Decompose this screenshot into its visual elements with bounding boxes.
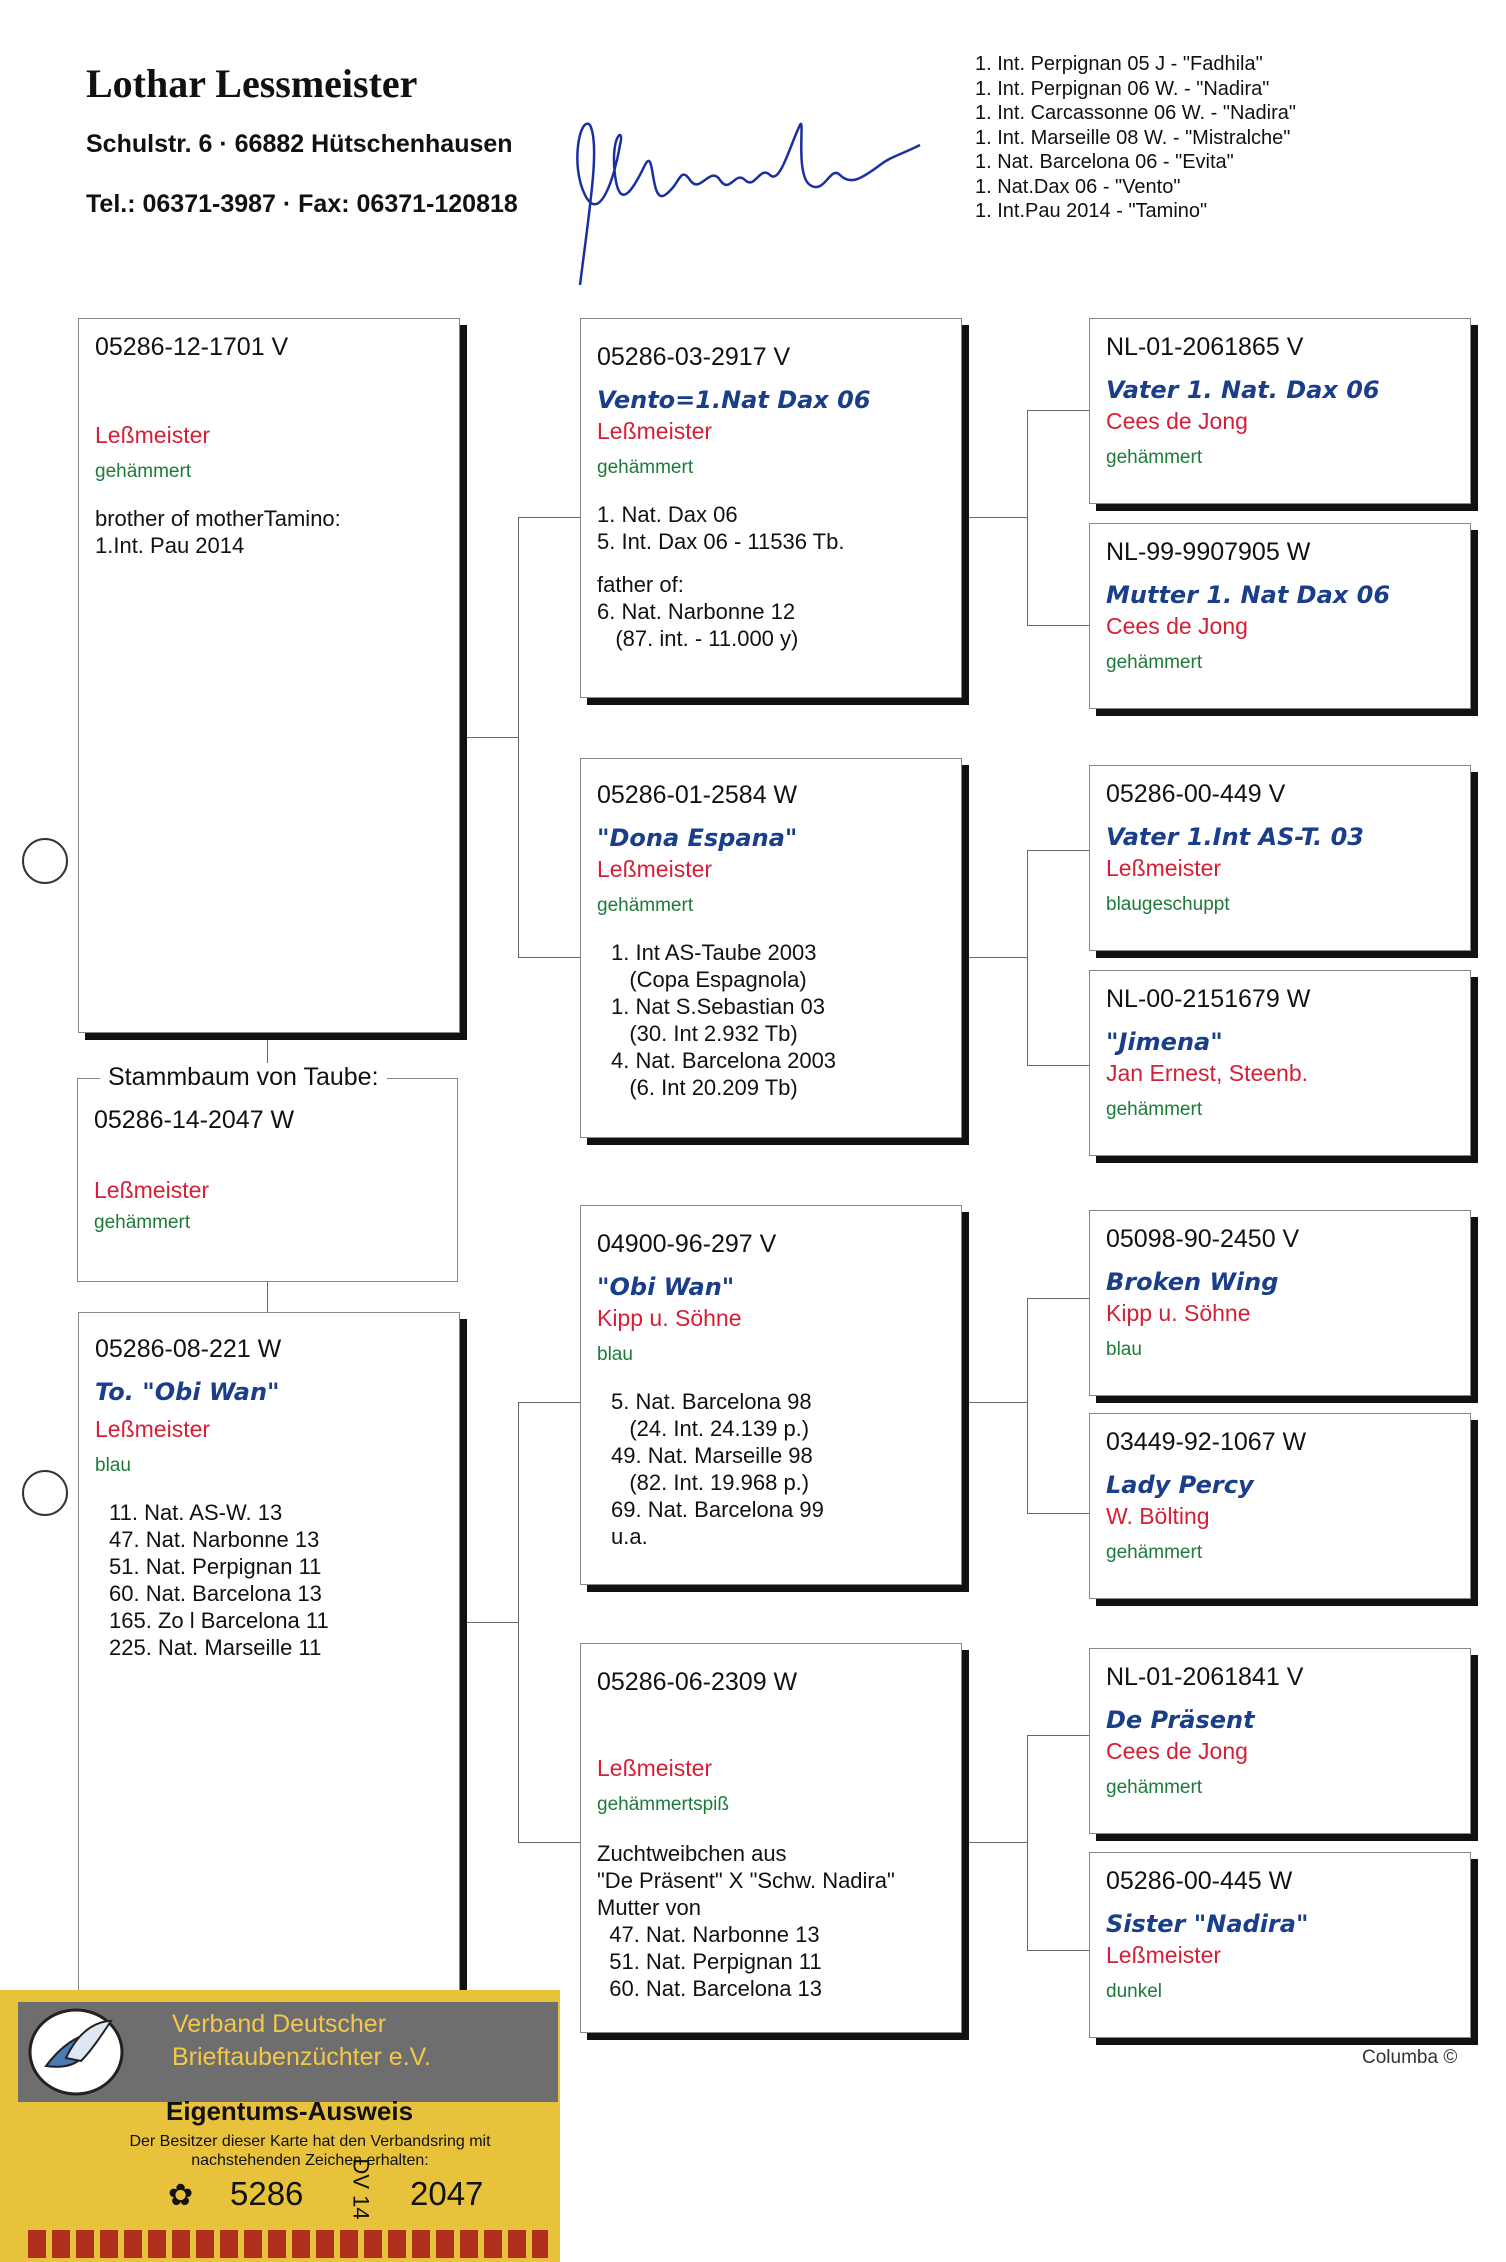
dam-dam-sire-card (1089, 1648, 1471, 1834)
color-label: blau (597, 1344, 633, 1365)
win-item: 1. Int.Pau 2014 - "Tamino" (975, 200, 1208, 222)
color-label: gehämmert (1106, 1099, 1203, 1120)
color-label: blau (1106, 1339, 1142, 1360)
connector (1027, 625, 1089, 626)
win-item: 1. Nat.Dax 06 - "Vento" (975, 175, 1181, 198)
result-line: 5. Int. Dax 06 - 11536 Tb. (597, 529, 845, 554)
connector (962, 517, 1027, 518)
dam-sire-dam-card (1089, 1413, 1471, 1599)
breeder-label: W. Bölting (1106, 1503, 1210, 1529)
result-line: 6. Nat. Narbonne 12 (597, 599, 796, 624)
result-line: 165. Zo l Barcelona 11 (109, 1608, 329, 1633)
result-line: 51. Nat. Perpignan 11 (597, 1949, 822, 1974)
ring-code-3: 2047 (410, 2175, 484, 2212)
sire-sire-card (580, 318, 962, 698)
connector (518, 1842, 580, 1843)
result-line: Mutter von (597, 1895, 701, 1920)
ring-number: NL-00-2151679 W (1106, 985, 1311, 1013)
connector (518, 1402, 519, 1842)
connector (1027, 1513, 1089, 1514)
breeder-label: Leßmeister (597, 418, 713, 444)
sire-dam-card (580, 758, 962, 1138)
sire-dam-sire-card (1089, 765, 1471, 951)
sire-sire-sire-card (1089, 318, 1471, 504)
connector (1027, 1065, 1089, 1066)
decorative-pattern (28, 2230, 548, 2258)
result-line: "De Präsent" X "Schw. Nadira" (597, 1868, 895, 1893)
connector (1027, 1950, 1089, 1951)
ring-number: 05286-08-221 W (95, 1335, 282, 1363)
ring-number: 03449-92-1067 W (1106, 1428, 1307, 1456)
punch-hole (22, 838, 68, 884)
color-label: gehämmert (95, 461, 192, 482)
ownership-title: Eigentums-Ausweis (166, 2096, 414, 2126)
win-item: 1. Nat. Barcelona 06 - "Evita" (975, 151, 1234, 173)
connector (518, 517, 580, 518)
win-item: 1. Int. Perpignan 06 W. - "Nadira" (975, 77, 1270, 100)
ring-number: 05286-03-2917 V (597, 343, 791, 371)
wins-list (975, 52, 1296, 224)
breeder-phone: Tel.: 06371-3987 · Fax: 06371-120818 (86, 190, 518, 218)
connector (518, 1402, 580, 1403)
result-line: 47. Nat. Narbonne 13 (597, 1922, 820, 1947)
result-line: Zuchtweibchen aus (597, 1841, 787, 1866)
connector (1027, 850, 1089, 851)
color-label: gehämmert (1106, 447, 1203, 468)
connector (962, 1402, 1027, 1403)
connector (1027, 1298, 1089, 1299)
color-label: gehämmert (94, 1212, 191, 1233)
result-line: 1. Nat. Dax 06 (597, 502, 738, 527)
result-line: 1. Nat S.Sebastian 03 (611, 994, 826, 1019)
ring-number: 05286-01-2584 W (597, 781, 798, 809)
result-line: 225. Nat. Marseille 11 (109, 1635, 322, 1660)
connector (518, 517, 519, 957)
breeder-label: Cees de Jong (1106, 613, 1248, 639)
breeder-label: Leßmeister (597, 856, 713, 882)
pigeon-name: Vento=1.Nat Dax 06 (597, 386, 871, 414)
organization-name (172, 2008, 431, 2074)
win-item: 1. Int. Marseille 08 W. - "Mistralche" (975, 126, 1291, 149)
breeder-name: Lothar Lessmeister (86, 61, 418, 106)
pigeon-name: "Dona Espana" (597, 824, 798, 852)
results (95, 505, 445, 559)
credit: Columba © (1362, 2047, 1458, 2068)
result-line: 47. Nat. Narbonne 13 (109, 1527, 320, 1552)
result-line: (Copa Espagnola) (611, 967, 807, 992)
result-line: (24. Int. 24.139 p.) (611, 1416, 810, 1441)
color-label: gehämmert (1106, 1542, 1203, 1563)
result-line: 1.Int. Pau 2014 (95, 533, 245, 558)
breeder-address: Schulstr. 6 · 66882 Hütschenhausen (86, 130, 513, 158)
result-line: 5. Nat. Barcelona 98 (611, 1389, 812, 1414)
results (597, 939, 947, 1101)
color-label: blau (95, 1455, 131, 1476)
connector (962, 1842, 1027, 1843)
breeder-label: Leßmeister (95, 1416, 211, 1442)
ring-number: 05286-06-2309 W (597, 1668, 798, 1696)
pigeon-name: Sister "Nadira" (1106, 1910, 1309, 1938)
dove-logo (26, 2006, 126, 2098)
ring-code-2: DV 14 (348, 2158, 374, 2220)
breeder-label: Kipp u. Söhne (1106, 1300, 1251, 1326)
result-line: brother of motherTamino: (95, 506, 341, 531)
result-line: u.a. (611, 1524, 648, 1549)
result-line: 60. Nat. Barcelona 13 (109, 1581, 322, 1606)
sire-sire-dam-card (1089, 523, 1471, 709)
ring-number: 04900-96-297 V (597, 1230, 777, 1258)
emblem-icon: ✿ (168, 2179, 194, 2212)
breeder-label: Kipp u. Söhne (597, 1305, 742, 1331)
dam-card (78, 1312, 460, 1992)
ring-number: 05286-14-2047 W (94, 1106, 295, 1134)
color-label: gehämmertspiß (597, 1794, 729, 1815)
breeder-label: Leßmeister (95, 422, 211, 448)
win-item: 1. Int. Carcassonne 06 W. - "Nadira" (975, 102, 1297, 124)
result-line: 49. Nat. Marseille 98 (611, 1443, 813, 1468)
color-label: dunkel (1106, 1981, 1162, 2002)
ring-number: 05286-12-1701 V (95, 333, 289, 361)
result-line: 60. Nat. Barcelona 13 (597, 1976, 823, 2001)
pigeon-name: Vater 1.Int AS-T. 03 (1106, 823, 1364, 851)
org-line: Verband Deutscher (172, 2010, 387, 2038)
ring-number: 05286-00-449 V (1106, 780, 1286, 808)
pigeon-name: "Jimena" (1106, 1028, 1223, 1056)
ring-number: 05098-90-2450 V (1106, 1225, 1300, 1253)
color-label: gehämmert (597, 895, 694, 916)
pigeon-name: Lady Percy (1106, 1471, 1254, 1499)
connector (267, 1282, 268, 1312)
sire-card (78, 318, 460, 1033)
signature (560, 85, 960, 305)
result-line: father of: (597, 572, 684, 597)
ownership-text: Der Besitzer dieser Karte hat den Verbandsring mit nachstehenden Zeichen erhalten: (129, 2133, 491, 2169)
connector (460, 737, 518, 738)
result-line: (82. Int. 19.968 p.) (611, 1470, 810, 1495)
connector (1027, 1735, 1028, 1950)
dam-sire-sire-card (1089, 1210, 1471, 1396)
result-line: 1. Int AS-Taube 2003 (611, 940, 817, 965)
breeder-label: Leßmeister (597, 1755, 713, 1781)
punch-hole (22, 1470, 68, 1516)
result-line: 4. Nat. Barcelona 2003 (611, 1048, 837, 1073)
connector (1027, 410, 1089, 411)
connector (962, 957, 1027, 958)
color-label: gehämmert (1106, 652, 1203, 673)
result-line: 51. Nat. Perpignan 11 (109, 1554, 322, 1579)
result-line: (6. Int 20.209 Tb) (611, 1075, 798, 1100)
ring-number: 05286-00-445 W (1106, 1867, 1293, 1895)
dam-dam-card (580, 1643, 962, 2033)
pigeon-name: Mutter 1. Nat Dax 06 (1106, 581, 1391, 609)
color-label: gehämmert (1106, 1777, 1203, 1798)
connector (1027, 1298, 1028, 1513)
breeder-label: Cees de Jong (1106, 408, 1248, 434)
pigeon-name: To. "Obi Wan" (95, 1378, 280, 1406)
win-item: 1. Int. Perpignan 05 J - "Fadhila" (975, 53, 1263, 75)
pigeon-name: "Obi Wan" (597, 1273, 735, 1301)
ring-number: NL-01-2061865 V (1106, 333, 1304, 361)
result-line: (87. int. - 11.000 y) (597, 626, 799, 651)
dam-sire-card (580, 1205, 962, 1585)
pigeon-name: De Präsent (1106, 1706, 1255, 1734)
ring-code-1: 5286 (230, 2175, 304, 2212)
result-line: 11. Nat. AS-W. 13 (109, 1500, 283, 1525)
breeder-label: Leßmeister (1106, 855, 1222, 881)
results (597, 1388, 947, 1550)
result-line: 69. Nat. Barcelona 99 (611, 1497, 824, 1522)
connector (1027, 1735, 1089, 1736)
breeder-label: Jan Ernest, Steenb. (1106, 1060, 1309, 1086)
color-label: gehämmert (597, 457, 694, 478)
breeder-label: Leßmeister (94, 1177, 210, 1203)
sire-dam-dam-card (1089, 970, 1471, 1156)
connector (518, 957, 580, 958)
results (597, 1840, 947, 2002)
breeder-label: Leßmeister (1106, 1942, 1222, 1968)
ring-number: NL-01-2061841 V (1106, 1663, 1304, 1691)
dam-dam-dam-card (1089, 1852, 1471, 2038)
results (597, 501, 947, 652)
breeder-label: Cees de Jong (1106, 1738, 1248, 1764)
subject-card (77, 1063, 458, 1282)
connector (1027, 410, 1028, 625)
color-label: blaugeschuppt (1106, 894, 1230, 915)
pigeon-name: Vater 1. Nat. Dax 06 (1106, 376, 1380, 404)
pigeon-name: Broken Wing (1106, 1268, 1279, 1296)
connector (460, 1622, 518, 1623)
results (95, 1499, 445, 1661)
subject-heading: Stammbaum von Taube: (100, 1063, 387, 1092)
result-line: (30. Int 2.932 Tb) (611, 1021, 798, 1046)
connector (1027, 850, 1028, 1065)
org-line: Brieftaubenzüchter e.V. (172, 2043, 431, 2071)
ring-number: NL-99-9907905 W (1106, 538, 1311, 566)
